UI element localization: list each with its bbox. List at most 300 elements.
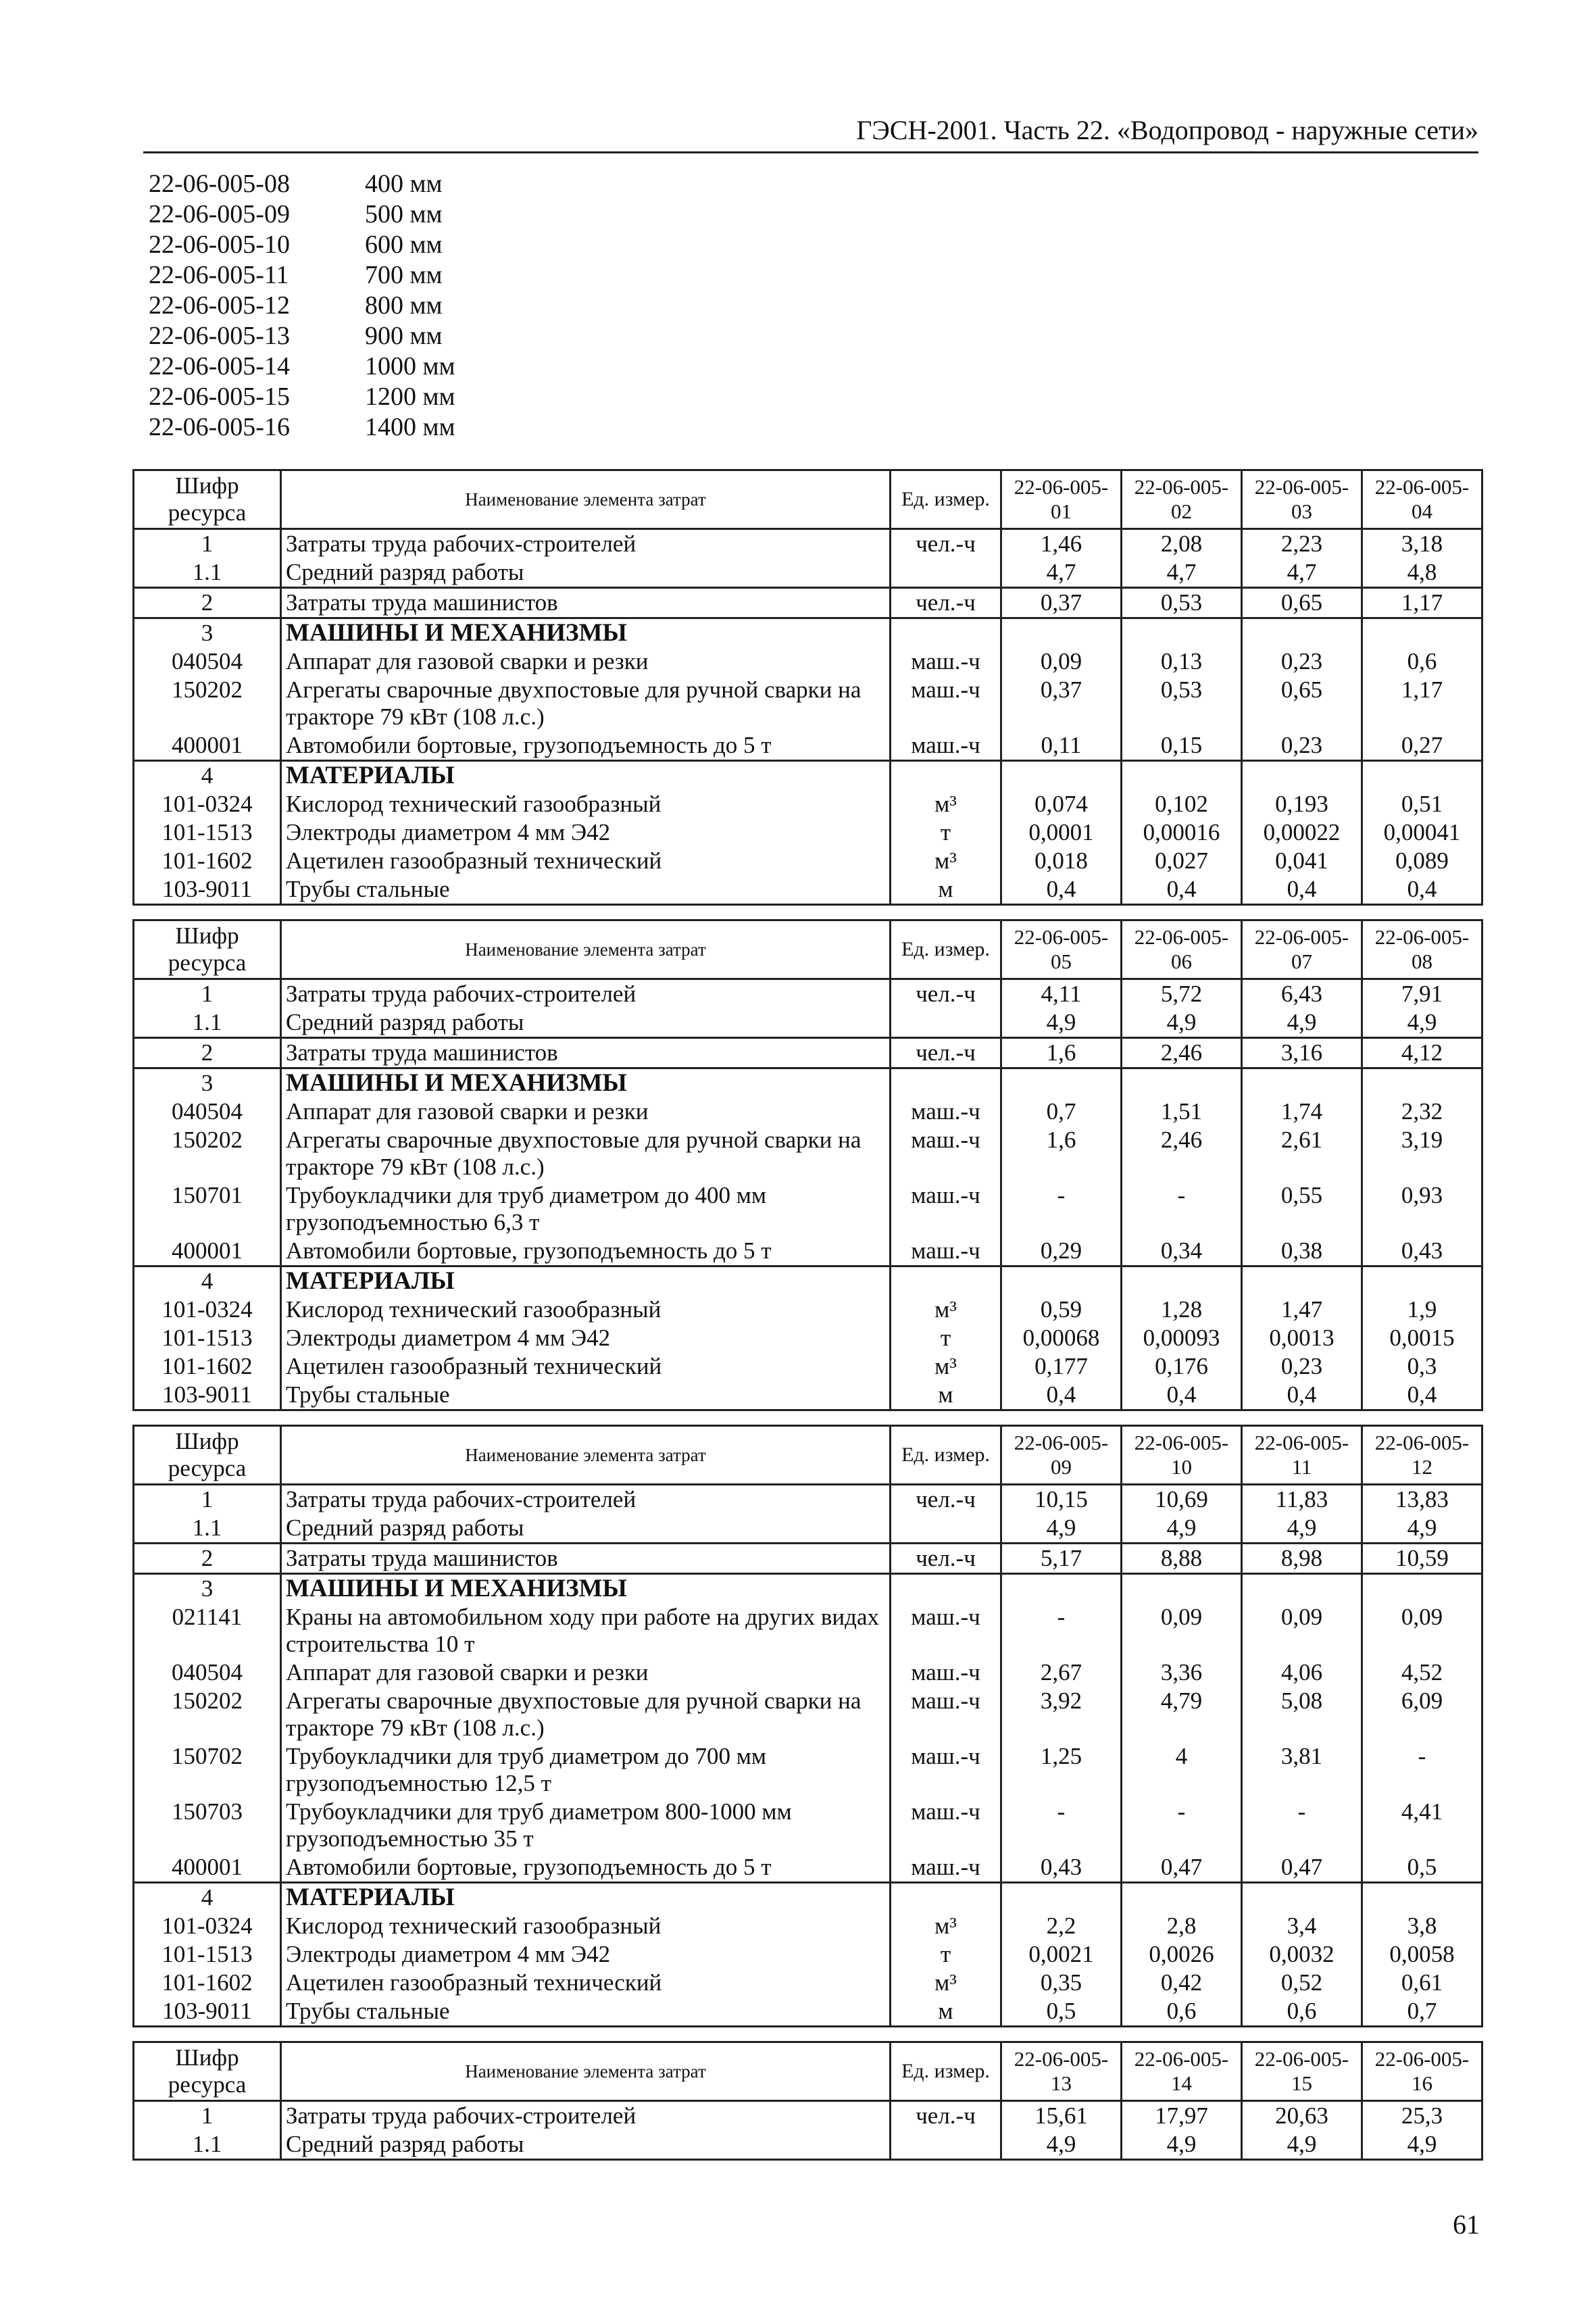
value-cell [1362, 1574, 1482, 1604]
resource-code: 150202 [134, 676, 281, 731]
value-cell: 4,7 [1122, 558, 1242, 588]
value-cell: 0,4 [1122, 875, 1242, 905]
cost-element-name: Трубы стальные [281, 1381, 891, 1410]
value-cell: 0,3 [1362, 1352, 1482, 1381]
value-cell [1362, 1266, 1482, 1296]
value-cell [1242, 1883, 1362, 1913]
value-cell: 0,47 [1122, 1853, 1242, 1883]
value-cell [1242, 618, 1362, 648]
value-cell [1362, 1883, 1482, 1913]
value-cell: 3,8 [1362, 1912, 1482, 1940]
cost-element-name: МАТЕРИАЛЫ [281, 1883, 891, 1913]
value-cell: 1,17 [1362, 588, 1482, 618]
unit-cell: маш.-ч [891, 1853, 1001, 1883]
page-number: 61 [1453, 2209, 1480, 2240]
value-cell: 4,9 [1122, 1514, 1242, 1544]
value-cell: 0,09 [1362, 1603, 1482, 1658]
unit-cell: т [891, 1324, 1001, 1352]
dimension-size: 1000 мм [365, 352, 455, 380]
resource-code: 2 [134, 1038, 281, 1068]
table-row [134, 818, 1482, 847]
cost-element-name: Аппарат для газовой сварки и резки [281, 1098, 891, 1126]
value-cell: 0,0001 [1001, 818, 1122, 847]
value-cell: 1,6 [1001, 1126, 1122, 1181]
value-cell: 0,93 [1362, 1181, 1482, 1237]
unit-cell: маш.-ч [891, 676, 1001, 731]
table-row [134, 529, 1482, 559]
unit-cell [891, 1574, 1001, 1604]
value-cell: 10,59 [1362, 1544, 1482, 1574]
value-cell: 2,08 [1122, 529, 1242, 559]
value-cell: 0,0058 [1362, 1940, 1482, 1969]
header-code: Шифр ресурса [134, 1426, 281, 1485]
header-norm-code: 22-06-005-12 [1362, 1426, 1482, 1485]
cost-element-name: Затраты труда машинистов [281, 1038, 891, 1068]
table-row [134, 1603, 1482, 1658]
unit-cell: чел.-ч [891, 588, 1001, 618]
value-cell: 0,0021 [1001, 1940, 1122, 1969]
value-cell: 0,4 [1362, 1381, 1482, 1410]
unit-cell [891, 2130, 1001, 2160]
value-cell: 11,83 [1242, 1485, 1362, 1515]
cost-element-name: МАТЕРИАЛЫ [281, 761, 891, 791]
dimension-code: 22-06-005-12 [149, 291, 290, 320]
cost-element-name: Затраты труда машинистов [281, 1544, 891, 1574]
norms-table [132, 1425, 1483, 2027]
dimension-size: 700 мм [365, 261, 443, 289]
resource-code: 400001 [134, 1237, 281, 1266]
table-row [134, 618, 1482, 648]
unit-cell: маш.-ч [891, 731, 1001, 761]
value-cell: 5,72 [1122, 979, 1242, 1009]
unit-cell [891, 1266, 1001, 1296]
value-cell: 0,00041 [1362, 818, 1482, 847]
dimension-size: 900 мм [365, 322, 443, 350]
cost-element-name: Затраты труда машинистов [281, 588, 891, 618]
value-cell: 2,23 [1242, 529, 1362, 559]
dimension-size: 500 мм [365, 200, 443, 228]
resource-code: 150701 [134, 1181, 281, 1237]
header-norm-code: 22-06-005-15 [1242, 2042, 1362, 2101]
value-cell: 8,98 [1242, 1544, 1362, 1574]
header-name: Наименование элемента затрат [281, 470, 891, 529]
value-cell: 1,6 [1001, 1038, 1122, 1068]
unit-cell [891, 1068, 1001, 1098]
dimension-row [149, 230, 455, 260]
value-cell: 4,7 [1242, 558, 1362, 588]
resource-code: 3 [134, 618, 281, 648]
table-row [134, 1658, 1482, 1687]
dimension-code: 22-06-005-13 [149, 322, 290, 350]
value-cell: 4,79 [1122, 1687, 1242, 1742]
value-cell: 2,61 [1242, 1126, 1362, 1181]
value-cell: 2,46 [1122, 1038, 1242, 1068]
resource-code: 2 [134, 1544, 281, 1574]
header-name: Наименование элемента затрат [281, 1426, 891, 1485]
cost-element-name: Кислород технический газообразный [281, 1296, 891, 1324]
dimension-size: 600 мм [365, 230, 443, 259]
value-cell: 0,6 [1362, 647, 1482, 676]
value-cell [1122, 1574, 1242, 1604]
value-cell: 5,17 [1001, 1544, 1122, 1574]
table-row [134, 1296, 1482, 1324]
value-cell: 0,35 [1001, 1969, 1122, 1997]
cost-element-name: Кислород технический газообразный [281, 1912, 891, 1940]
dimension-size: 400 мм [365, 170, 443, 198]
value-cell: 0,11 [1001, 731, 1122, 761]
value-cell [1001, 1266, 1122, 1296]
value-cell: 5,08 [1242, 1687, 1362, 1742]
header-unit: Ед. измер. [891, 2042, 1001, 2101]
value-cell: 0,4 [1242, 875, 1362, 905]
unit-cell: чел.-ч [891, 979, 1001, 1009]
table-row [134, 1997, 1482, 2027]
table-row [134, 2101, 1482, 2131]
value-cell: - [1001, 1603, 1122, 1658]
resource-code: 103-9011 [134, 1997, 281, 2027]
value-cell: 8,88 [1122, 1544, 1242, 1574]
value-cell: 0,43 [1362, 1237, 1482, 1266]
table-header-row [134, 2042, 1482, 2101]
value-cell: 0,15 [1122, 731, 1242, 761]
value-cell: 4,9 [1122, 2130, 1242, 2160]
table-row [134, 647, 1482, 676]
cost-element-name: Электроды диаметром 4 мм Э42 [281, 1324, 891, 1352]
resource-code: 400001 [134, 731, 281, 761]
resource-code: 150703 [134, 1798, 281, 1853]
dimension-code: 22-06-005-14 [149, 352, 290, 380]
table-row [134, 1237, 1482, 1266]
value-cell: 4,7 [1001, 558, 1122, 588]
value-cell: 0,55 [1242, 1181, 1362, 1237]
value-cell: 4,9 [1242, 1008, 1362, 1038]
resource-code: 101-1513 [134, 1324, 281, 1352]
table-row [134, 1181, 1482, 1237]
table-row [134, 1544, 1482, 1574]
value-cell [1001, 1068, 1122, 1098]
cost-element-name: Краны на автомобильном ходу при работе на других видах строительства 10 т [281, 1603, 891, 1658]
value-cell: 1,46 [1001, 529, 1122, 559]
value-cell: 0,4 [1001, 1381, 1122, 1410]
dimension-row [149, 412, 455, 443]
cost-element-name: Электроды диаметром 4 мм Э42 [281, 1940, 891, 1969]
value-cell: 0,4 [1001, 875, 1122, 905]
value-cell [1001, 1574, 1122, 1604]
header-code: Шифр ресурса [134, 470, 281, 529]
cost-element-name: МАШИНЫ И МЕХАНИЗМЫ [281, 1574, 891, 1604]
unit-cell: маш.-ч [891, 1687, 1001, 1742]
value-cell [1362, 761, 1482, 791]
cost-element-name: Средний разряд работы [281, 558, 891, 588]
header-norm-code: 22-06-005-05 [1001, 920, 1122, 979]
value-cell: 0,37 [1001, 588, 1122, 618]
value-cell [1122, 1068, 1242, 1098]
table-row [134, 1324, 1482, 1352]
value-cell: 4,9 [1362, 1008, 1482, 1038]
header-norm-code: 22-06-005-04 [1362, 470, 1482, 529]
table-row [134, 875, 1482, 905]
dimension-size: 1200 мм [365, 383, 455, 411]
table-row [134, 1687, 1482, 1742]
dimension-row [149, 321, 455, 351]
dimension-code: 22-06-005-08 [149, 170, 290, 198]
dimension-row [149, 351, 455, 382]
header-norm-code: 22-06-005-13 [1001, 2042, 1122, 2101]
resource-code: 103-9011 [134, 875, 281, 905]
value-cell: 2,46 [1122, 1126, 1242, 1181]
resource-code: 101-1602 [134, 1969, 281, 1997]
value-cell: 4,8 [1362, 558, 1482, 588]
value-cell: 0,59 [1001, 1296, 1122, 1324]
unit-cell: м³ [891, 790, 1001, 818]
cost-element-name: МАШИНЫ И МЕХАНИЗМЫ [281, 618, 891, 648]
header-norm-code: 22-06-005-14 [1122, 2042, 1242, 2101]
value-cell: 0,0032 [1242, 1940, 1362, 1969]
value-cell: 0,4 [1122, 1381, 1242, 1410]
header-code: Шифр ресурса [134, 920, 281, 979]
unit-cell: маш.-ч [891, 1237, 1001, 1266]
value-cell: 4 [1122, 1742, 1242, 1798]
value-cell [1122, 1266, 1242, 1296]
value-cell: 4,9 [1242, 1514, 1362, 1544]
value-cell: 13,83 [1362, 1485, 1482, 1515]
unit-cell [891, 558, 1001, 588]
resource-code: 4 [134, 761, 281, 791]
value-cell: 20,63 [1242, 2101, 1362, 2131]
value-cell: 4,41 [1362, 1798, 1482, 1853]
table-row [134, 676, 1482, 731]
unit-cell: м³ [891, 847, 1001, 875]
dimension-list [149, 169, 455, 443]
cost-element-name: Агрегаты сварочные двухпостовые для ручной сварки на тракторе 79 кВт (108 л.с.) [281, 676, 891, 731]
value-cell [1122, 1883, 1242, 1913]
header-norm-code: 22-06-005-07 [1242, 920, 1362, 979]
table-row [134, 1008, 1482, 1038]
dimension-row [149, 382, 455, 412]
value-cell: 3,36 [1122, 1658, 1242, 1687]
resource-code: 1.1 [134, 1514, 281, 1544]
table-row [134, 1969, 1482, 1997]
unit-cell [891, 1514, 1001, 1544]
resource-code: 101-0324 [134, 1912, 281, 1940]
value-cell: 0,6 [1242, 1997, 1362, 2027]
unit-cell: маш.-ч [891, 647, 1001, 676]
value-cell: 0,0013 [1242, 1324, 1362, 1352]
value-cell: 0,51 [1362, 790, 1482, 818]
cost-element-name: Трубы стальные [281, 875, 891, 905]
value-cell: 0,53 [1122, 676, 1242, 731]
value-cell: 1,47 [1242, 1296, 1362, 1324]
dimension-code: 22-06-005-15 [149, 383, 290, 411]
resource-code: 040504 [134, 1098, 281, 1126]
table-row [134, 1068, 1482, 1098]
header-norm-code: 22-06-005-10 [1122, 1426, 1242, 1485]
table-header-row [134, 920, 1482, 979]
value-cell [1242, 1574, 1362, 1604]
value-cell: 10,69 [1122, 1485, 1242, 1515]
value-cell: 0,52 [1242, 1969, 1362, 1997]
value-cell: 0,43 [1001, 1853, 1122, 1883]
resource-code: 1.1 [134, 558, 281, 588]
unit-cell: маш.-ч [891, 1658, 1001, 1687]
table-row [134, 1742, 1482, 1798]
unit-cell: чел.-ч [891, 1544, 1001, 1574]
header-unit: Ед. измер. [891, 470, 1001, 529]
unit-cell: т [891, 818, 1001, 847]
header-norm-code: 22-06-005-09 [1001, 1426, 1122, 1485]
value-cell: 4,12 [1362, 1038, 1482, 1068]
value-cell [1001, 1883, 1122, 1913]
resource-code: 101-0324 [134, 1296, 281, 1324]
cost-element-name: Затраты труда рабочих-строителей [281, 2101, 891, 2131]
header-norm-code: 22-06-005-01 [1001, 470, 1122, 529]
value-cell: 0,34 [1122, 1237, 1242, 1266]
header-name: Наименование элемента затрат [281, 2042, 891, 2101]
value-cell: 0,5 [1001, 1997, 1122, 2027]
header-norm-code: 22-06-005-08 [1362, 920, 1482, 979]
header-norm-code: 22-06-005-11 [1242, 1426, 1362, 1485]
cost-element-name: Затраты труда рабочих-строителей [281, 529, 891, 559]
unit-cell: м [891, 875, 1001, 905]
unit-cell: м [891, 1381, 1001, 1410]
resource-code: 150202 [134, 1687, 281, 1742]
unit-cell: м [891, 1997, 1001, 2027]
table-row [134, 1798, 1482, 1853]
value-cell: 4,06 [1242, 1658, 1362, 1687]
resource-code: 101-0324 [134, 790, 281, 818]
cost-element-name: Ацетилен газообразный технический [281, 1352, 891, 1381]
resource-code: 150702 [134, 1742, 281, 1798]
unit-cell: маш.-ч [891, 1098, 1001, 1126]
table-row [134, 1574, 1482, 1604]
value-cell: 0,09 [1122, 1603, 1242, 1658]
norms-table [132, 919, 1483, 1411]
cost-element-name: Агрегаты сварочные двухпостовые для ручной сварки на тракторе 79 кВт (108 л.с.) [281, 1126, 891, 1181]
value-cell: 6,09 [1362, 1687, 1482, 1742]
cost-element-name: Автомобили бортовые, грузоподъемность до 5 т [281, 731, 891, 761]
value-cell: 10,15 [1001, 1485, 1122, 1515]
resource-code: 4 [134, 1266, 281, 1296]
header-unit: Ед. измер. [891, 1426, 1001, 1485]
value-cell [1122, 761, 1242, 791]
value-cell: 1,9 [1362, 1296, 1482, 1324]
resource-code: 040504 [134, 647, 281, 676]
value-cell: 0,089 [1362, 847, 1482, 875]
value-cell: 3,4 [1242, 1912, 1362, 1940]
cost-element-name: Трубоукладчики для труб диаметром 800-1000 мм грузоподъемностью 35 т [281, 1798, 891, 1853]
header-norm-code: 22-06-005-03 [1242, 470, 1362, 529]
value-cell: 0,176 [1122, 1352, 1242, 1381]
dimension-code: 22-06-005-09 [149, 200, 290, 228]
value-cell: 3,16 [1242, 1038, 1362, 1068]
cost-element-name: Ацетилен газообразный технический [281, 847, 891, 875]
dimension-code: 22-06-005-10 [149, 230, 290, 259]
table-row [134, 1098, 1482, 1126]
value-cell: - [1242, 1798, 1362, 1853]
value-cell [1242, 1266, 1362, 1296]
value-cell: 2,32 [1362, 1098, 1482, 1126]
dimension-row [149, 169, 455, 199]
table-row [134, 1853, 1482, 1883]
value-cell: 3,92 [1001, 1687, 1122, 1742]
value-cell: 0,0015 [1362, 1324, 1482, 1352]
table-row [134, 790, 1482, 818]
unit-cell: чел.-ч [891, 2101, 1001, 2131]
cost-element-name: Агрегаты сварочные двухпостовые для ручной сварки на тракторе 79 кВт (108 л.с.) [281, 1687, 891, 1742]
unit-cell: маш.-ч [891, 1742, 1001, 1798]
value-cell: 0,00022 [1242, 818, 1362, 847]
value-cell: 3,81 [1242, 1742, 1362, 1798]
resource-code: 3 [134, 1068, 281, 1098]
table-row [134, 1485, 1482, 1515]
header-title: ГЭСН-2001. Часть 22. «Водопровод - наружные сети» [856, 115, 1478, 145]
value-cell: 4,11 [1001, 979, 1122, 1009]
resource-code: 040504 [134, 1658, 281, 1687]
value-cell: 0,018 [1001, 847, 1122, 875]
dimension-code: 22-06-005-11 [149, 261, 289, 289]
value-cell: - [1362, 1742, 1482, 1798]
table-row [134, 1038, 1482, 1068]
header-code: Шифр ресурса [134, 2042, 281, 2101]
unit-cell [891, 1008, 1001, 1038]
cost-element-name: Трубы стальные [281, 1997, 891, 2027]
value-cell: 0,65 [1242, 588, 1362, 618]
cost-element-name: Ацетилен газообразный технический [281, 1969, 891, 1997]
value-cell: 2,67 [1001, 1658, 1122, 1687]
value-cell: 4,9 [1001, 1514, 1122, 1544]
value-cell: 3,19 [1362, 1126, 1482, 1181]
table-row [134, 761, 1482, 791]
cost-element-name: Аппарат для газовой сварки и резки [281, 647, 891, 676]
value-cell: - [1001, 1181, 1122, 1237]
unit-cell [891, 761, 1001, 791]
value-cell: 0,61 [1362, 1969, 1482, 1997]
value-cell: - [1122, 1181, 1242, 1237]
resource-code: 3 [134, 1574, 281, 1604]
value-cell: 0,00068 [1001, 1324, 1122, 1352]
cost-element-name: Средний разряд работы [281, 1514, 891, 1544]
value-cell: 1,74 [1242, 1098, 1362, 1126]
resource-code: 1 [134, 2101, 281, 2131]
dimension-size: 800 мм [365, 291, 443, 320]
value-cell: 3,18 [1362, 529, 1482, 559]
resource-code: 021141 [134, 1603, 281, 1658]
value-cell: 1,25 [1001, 1742, 1122, 1798]
unit-cell: м³ [891, 1352, 1001, 1381]
value-cell: 0,027 [1122, 847, 1242, 875]
resource-code: 1 [134, 979, 281, 1009]
value-cell: 0,4 [1242, 1381, 1362, 1410]
value-cell: 0,23 [1242, 1352, 1362, 1381]
table-row [134, 1266, 1482, 1296]
value-cell: - [1122, 1798, 1242, 1853]
cost-element-name: Затраты труда рабочих-строителей [281, 979, 891, 1009]
unit-cell [891, 1883, 1001, 1913]
value-cell: 4,9 [1362, 2130, 1482, 2160]
norms-tables [132, 469, 1481, 2174]
cost-element-name: Трубоукладчики для труб диаметром до 400 мм грузоподъемностью 6,3 т [281, 1181, 891, 1237]
table-row [134, 1883, 1482, 1913]
table-row [134, 847, 1482, 875]
value-cell: 0,37 [1001, 676, 1122, 731]
unit-cell: чел.-ч [891, 529, 1001, 559]
resource-code: 4 [134, 1883, 281, 1913]
unit-cell: маш.-ч [891, 1181, 1001, 1237]
page-header [143, 114, 1478, 153]
value-cell: 0,42 [1122, 1969, 1242, 1997]
value-cell: 15,61 [1001, 2101, 1122, 2131]
resource-code: 1.1 [134, 1008, 281, 1038]
